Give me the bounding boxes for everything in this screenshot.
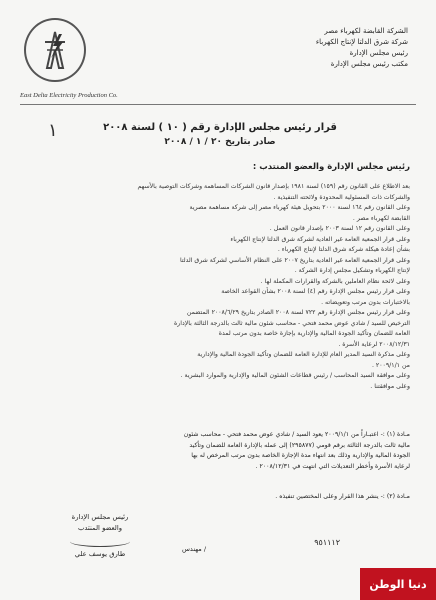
handwritten-signature <box>70 536 130 547</box>
header-divider <box>20 104 416 105</box>
preamble-line: من ٢٠٠٩/١/١ . <box>371 361 410 369</box>
company-line: مكتب رئيس مجلس الإدارة <box>330 60 408 68</box>
preamble-line: ٢٠٠٨/١٢/٣١ لرعاية الأسرة . <box>338 340 410 348</box>
preamble-line: وعلى لائحة نظام العاملين بالشركة والقرارات المكملة لها . <box>260 277 410 285</box>
preamble-line: وعلى قرار رئيس مجلس الإدارة رقم (٤) لسنة ٢٠٠٨ بشأن القواعد الخاصة <box>221 288 410 295</box>
preamble-line: وعلى القانون رقم ١٦٤ لسنة ٢٠٠٠ بتحويل هيئة كهرباء مصر إلى شركة مساهمة مصرية <box>189 204 410 211</box>
preamble-line: بشأن إعادة هيكلة شركة شرق الدلتا لإنتاج الكهرباء . <box>277 246 410 253</box>
lightning-tower-icon <box>33 28 77 72</box>
preamble-line: وعلى موافقتنا . <box>370 382 410 390</box>
preamble-line: والشركات ذات المسئولية المحدودة ولائحته التنفيذية . <box>273 193 410 201</box>
preamble-line: لإنتاج الكهرباء وتشكيل مجلس إدارة الشركة . <box>294 267 410 274</box>
article-line: لرعاية الأسرة وأخطر التعديلات التي انتهت في ٢٠٠٨/١٢/٣١ . <box>255 462 410 470</box>
signature-block <box>40 512 160 560</box>
preamble-line: وعلى مذكرة السيد المدير العام للإدارة العامة للضمان وتأكيد الجودة المالية والإدارية <box>197 351 410 358</box>
issued-date: صادر بتاريخ ٢٠ / ١ / ٢٠٠٨ <box>164 137 276 147</box>
issuer-line: رئيس مجلس الإدارة والعضو المنتدب : <box>252 162 410 172</box>
company-line: شركة شرق الدلتا لإنتاج الكهرباء <box>315 38 408 46</box>
article-line: الجودة المالية والإدارية وذلك بعد انتهاء مدة الإجازة الخاصة بدون مرتب المرخص له بها <box>191 452 410 459</box>
company-name-en: East Delta Electricity Production Co. <box>20 92 118 99</box>
preamble-line: القابضة لكهرباء مصر . <box>352 214 410 222</box>
preamble-line: وعلى قرار رئيس مجلس الإدارة رقم ٧٢٢ لسنة ٢٠٠٨ الصادر بتاريخ ٢٠٠٨/٦/٢٩ المتضمن <box>186 309 410 316</box>
letterhead <box>0 0 436 110</box>
company-line: الشركة القابضة لكهرباء مصر <box>324 27 408 35</box>
company-name-ar <box>316 26 408 70</box>
preamble-line: وعلى قرار الجمعية العامة غير العادية لشركة شرق الدلتا لإنتاج الكهرباء <box>230 235 410 243</box>
preamble-line: بالاختبارات بدون مرتب وتعويضاته . <box>321 298 410 306</box>
company-line: رئيس مجلس الإدارة <box>349 49 408 57</box>
preamble-line: بعد الاطلاع على القانون رقم (١٥٩) لسنة ١٩٨١ بإصدار قانون الشركات المساهمة وشركات التوصية بالأسهم <box>137 183 410 190</box>
signature-label: مهندس / <box>182 545 207 553</box>
signatory-name: طارق يوسف علي <box>74 550 126 558</box>
company-logo <box>24 18 86 82</box>
preamble-line: الترخيص للسيد / شادي عوض محمد فتحي - محاسب شئون مالية ثالث بالدرجة الثالثة بالإدارة <box>174 319 410 327</box>
site-watermark: دنيا الوطن <box>360 568 436 600</box>
article-line: مـادة (١) :- اعتبـاراً من ٢٠٠٩/١/١ يعود السيد / شادي عوض محمد فتحي - محاسب شئون <box>183 431 410 438</box>
signatory-title: رئيس مجلس الإدارة <box>71 513 129 521</box>
reference-number: ٩٥١١١٢ <box>314 538 340 547</box>
signatory-title: والعضو المنتدب <box>77 524 123 532</box>
article-1 <box>18 430 410 472</box>
preamble <box>18 182 410 392</box>
preamble-line: وعلى قرار الجمعية العامة غير العادية بتاريخ ٢٠٠٧ على النظام الأساسي لشركة شرق الدلتا <box>179 256 410 264</box>
preamble-line: وعلى القانون رقم ١٢ لسنة ٢٠٠٣ بإصدار قانون العمل . <box>269 225 410 232</box>
article-2: مـادة (٢) :- ينشر هذا القرار وعلى المختصين تنفيذه . <box>275 493 410 500</box>
preamble-line: وعلى موافقة السيد المحاسب / رئيس قطاعات الشئون المالية والإدارية والموارد البشرية . <box>180 372 410 379</box>
article-line: مالية ثالث بالدرجة الثالثة برقم قومي (٢٩٥٨٧٧) إلى عمله بالإدارة العامة للضمان وتأكيد <box>189 441 410 449</box>
preamble-line: العامة للضمان وتأكيد الجودة المالية والإدارية بإجازة خاصة بدون مرتب لمدة <box>218 330 410 337</box>
decision-title: قرار رئيس مجلس الإدارة رقم ( ١٠ ) لسنة ٢٠٠٨ <box>103 122 337 133</box>
decision-header <box>90 122 350 147</box>
page-number: ١ <box>48 120 58 140</box>
